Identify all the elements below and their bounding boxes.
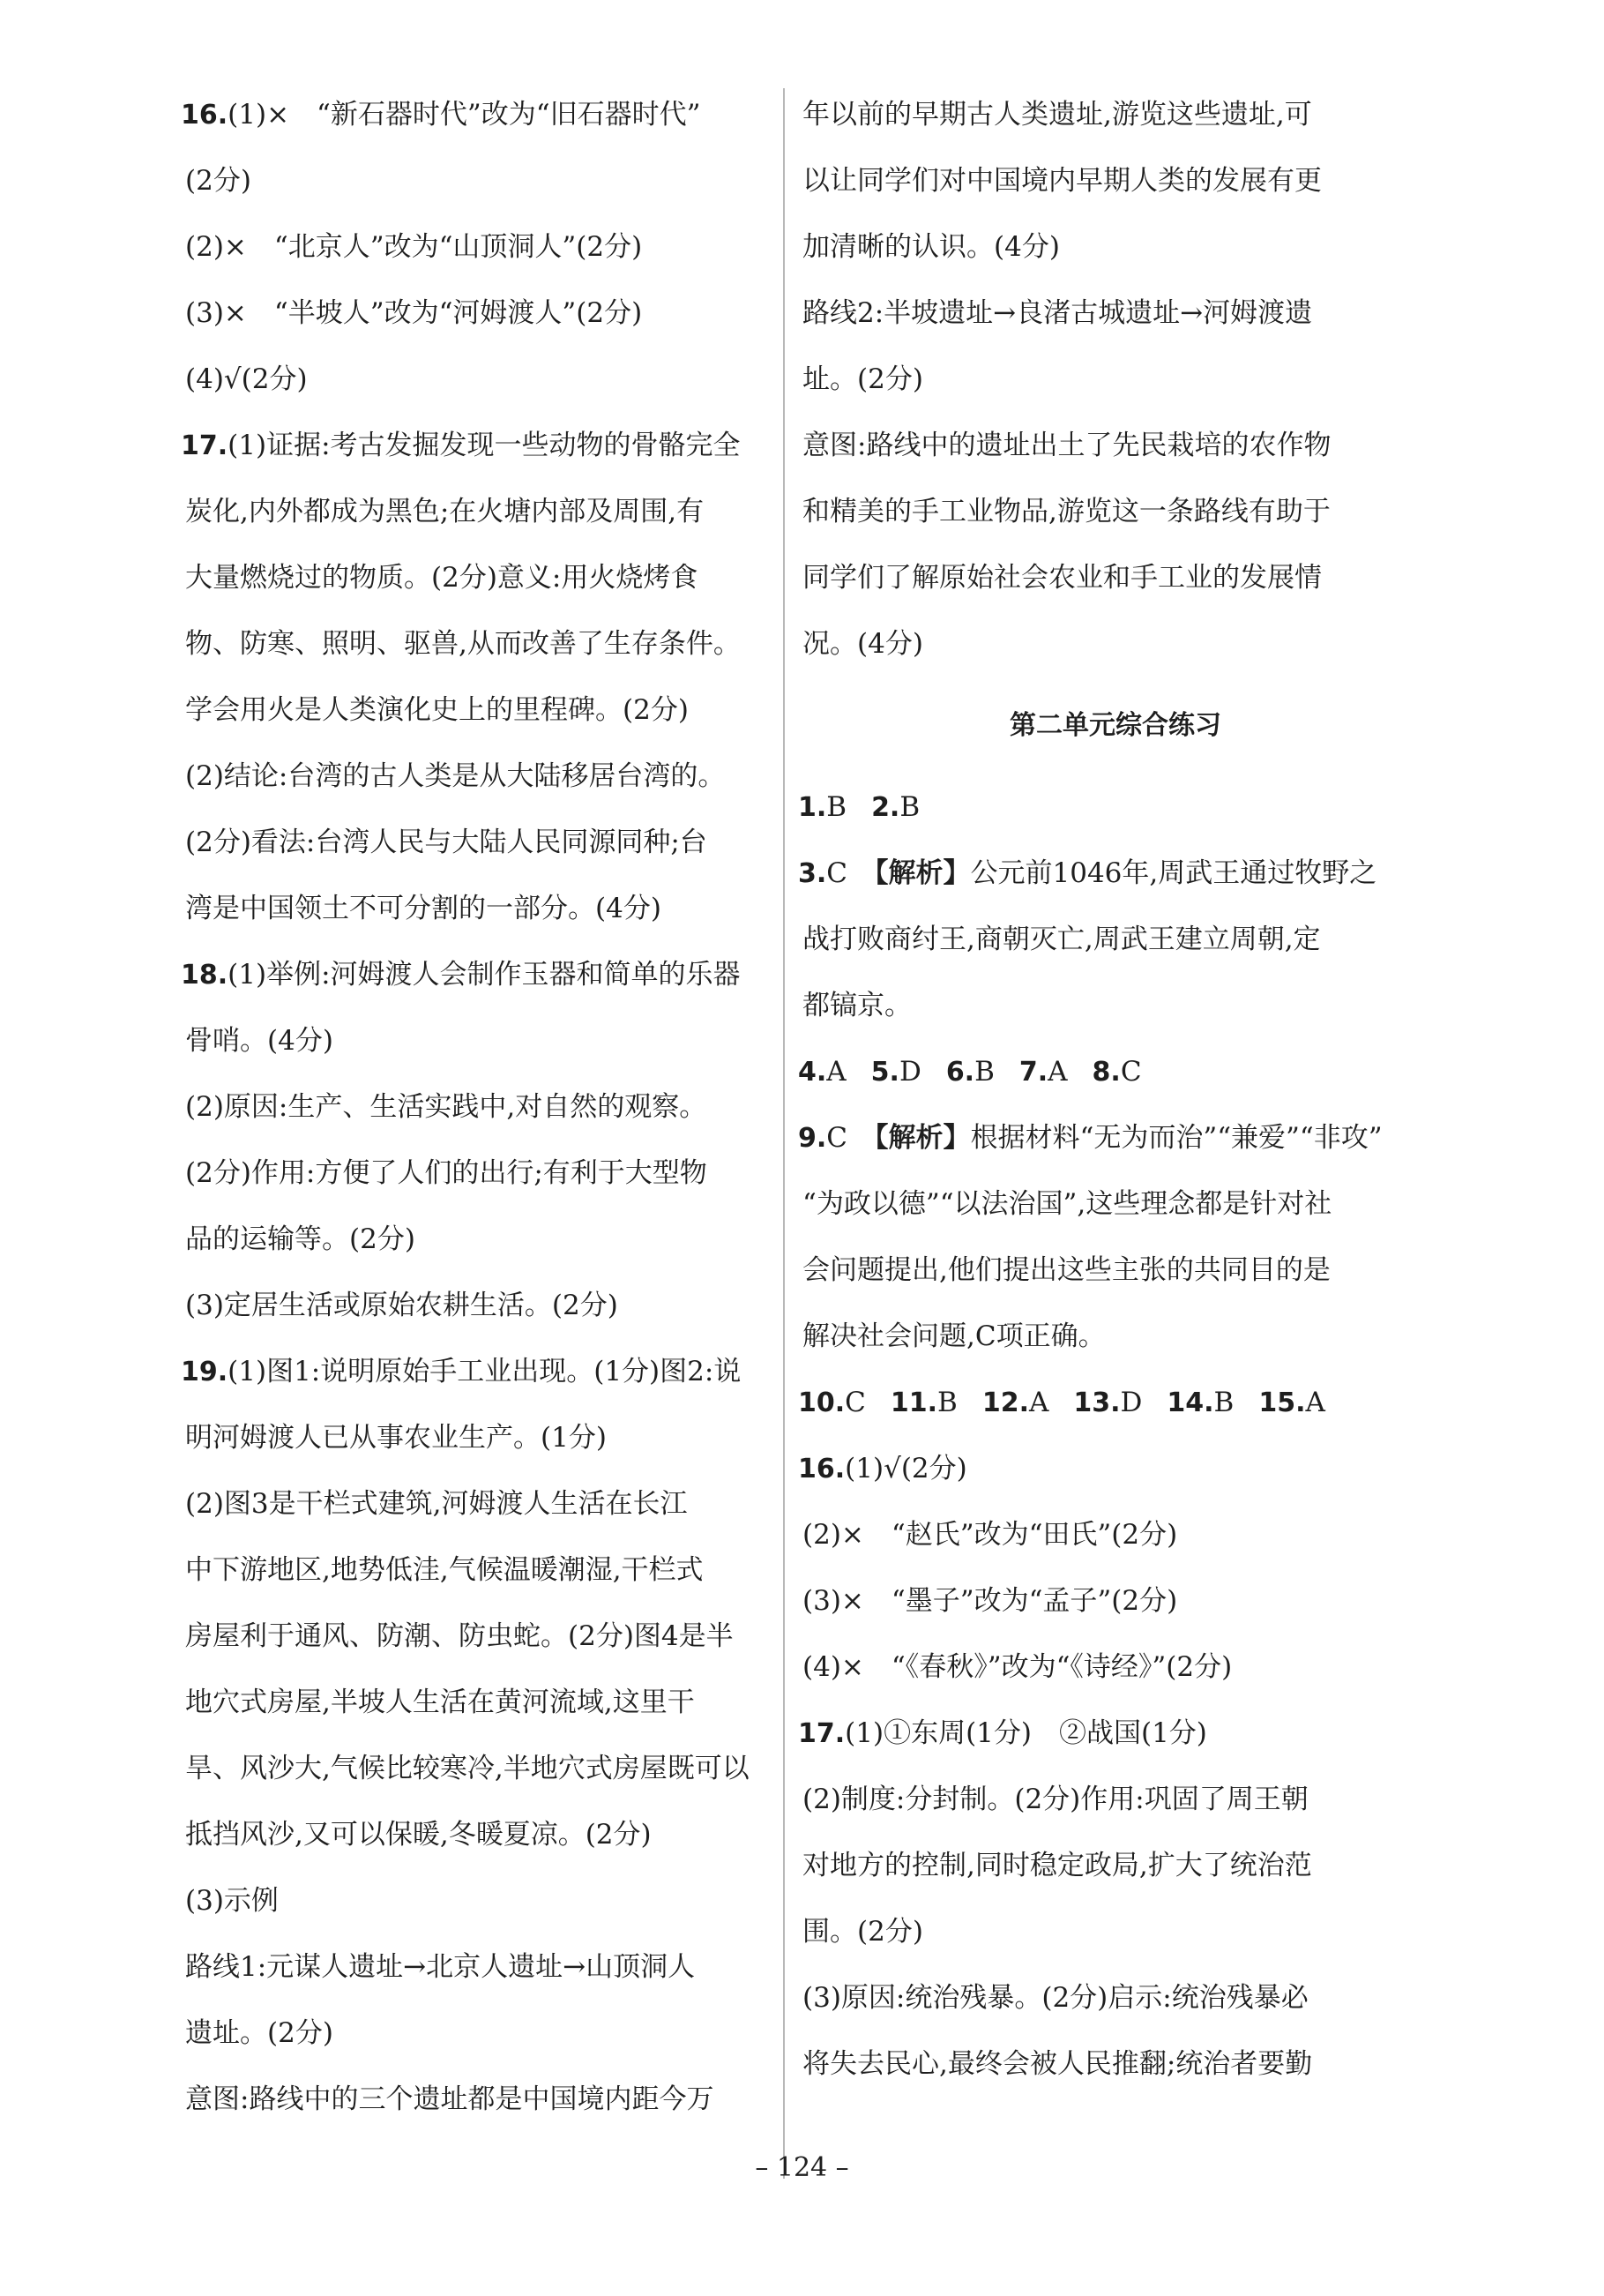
question-number: 17. <box>181 430 228 461</box>
q19-line-9: (3)示例 <box>185 1885 279 1917</box>
cont-line-9: 况。(4分) <box>802 628 923 660</box>
question-number: 18. <box>181 960 228 991</box>
q16b-line-1: 16.(1)√(2分) <box>798 1453 967 1485</box>
answers-row-4 <box>798 1039 1433 1105</box>
q17-line-7: (2分)看法:台湾人民与大陆人民同源同种;台 <box>185 826 707 858</box>
q16b-line-3: (3)× “墨子”改为“孟子”(2分) <box>802 1585 1178 1617</box>
right-column <box>798 82 1433 2098</box>
question-number: 16. <box>181 100 228 131</box>
q17-line-1: 17.(1)证据:考古发掘发现一些动物的骨骼完全 <box>181 430 741 461</box>
q17-line-3: 大量燃烧过的物质。(2分)意义:用火烧烤食 <box>185 562 698 594</box>
q18-line-6: (3)定居生活或原始农耕生活。(2分) <box>185 1290 618 1321</box>
q17b-line-5: (3)原因:统治残暴。(2分)启示:统治残暴必 <box>802 1982 1309 2014</box>
analysis-tag: 【解析】 <box>875 857 971 889</box>
section-heading: 第二单元综合练习 <box>1010 710 1221 741</box>
q18-line-1: 18.(1)举例:河姆渡人会制作玉器和简单的乐器 <box>181 959 741 991</box>
q19-line-5: 房屋利于通风、防潮、防虫蛇。(2分)图4是半 <box>185 1620 734 1652</box>
cont-line-2: 以让同学们对中国境内早期人类的发展有更 <box>802 165 1322 197</box>
q17b-line-2: (2)制度:分封制。(2分)作用:巩固了周王朝 <box>802 1784 1309 1815</box>
answer-item: 4.A <box>798 1056 847 1088</box>
q17-line-8: 湾是中国领土不可分割的一部分。(4分) <box>185 893 661 924</box>
q19-line-3: (2)图3是干栏式建筑,河姆渡人生活在长江 <box>185 1488 688 1520</box>
q16-line-2: (2分) <box>185 165 251 197</box>
answer-item: 5.D <box>870 1056 921 1088</box>
q17-line-6: (2)结论:台湾的古人类是从大陆移居台湾的。 <box>185 760 726 792</box>
q19-line-4: 中下游地区,地势低洼,气候温暖潮湿,干栏式 <box>185 1554 704 1586</box>
cont-line-3: 加清晰的认识。(4分) <box>802 231 1060 263</box>
q18-line-3: (2)原因:生产、生活实践中,对自然的观察。 <box>185 1091 707 1123</box>
question-number: 3. <box>798 858 827 889</box>
q3-line-2: 战打败商纣王,商朝灭亡,周武王建立周朝,定 <box>802 924 1321 955</box>
q19-line-1: 19.(1)图1:说明原始手工业出现。(1分)图2:说 <box>181 1356 742 1387</box>
answer-item: 2.B <box>871 791 921 823</box>
q16-line-5: (4)√(2分) <box>185 363 308 395</box>
q17b-line-3: 对地方的控制,同时稳定政局,扩大了统治范 <box>802 1850 1312 1881</box>
q17-line-2: 炭化,内外都成为黑色;在火塘内部及周围,有 <box>185 496 705 527</box>
q3-line-3: 都镐京。 <box>802 990 912 1021</box>
q19-line-12: 意图:路线中的三个遗址都是中国境内距今万 <box>185 2083 714 2115</box>
question-number: 16. <box>798 1454 846 1485</box>
q17b-line-1: 17.(1)①东周(1分) ②战国(1分) <box>798 1717 1207 1749</box>
left-column <box>181 82 770 2133</box>
q19-line-7: 旱、风沙大,气候比较寒冷,半地穴式房屋既可以 <box>185 1753 750 1784</box>
cont-line-7: 和精美的手工业物品,游览这一条路线有助于 <box>802 496 1331 527</box>
q9-line-2: “为政以德”“以法治国”,这些理念都是针对社 <box>802 1188 1332 1220</box>
answer-item: 10.C <box>798 1387 866 1418</box>
q18-line-5: 品的运输等。(2分) <box>185 1223 415 1255</box>
q16-line-3: (2)× “北京人”改为“山顶洞人”(2分) <box>185 231 643 263</box>
answers-row-10 <box>798 1370 1433 1436</box>
question-number: 9. <box>798 1123 827 1154</box>
q17b-line-4: 围。(2分) <box>802 1916 923 1948</box>
q19-line-10: 路线1:元谋人遗址→北京人遗址→山顶洞人 <box>185 1951 696 1983</box>
answer-item: 15.A <box>1258 1387 1325 1418</box>
question-number: 19. <box>181 1357 228 1387</box>
column-divider <box>783 88 785 2179</box>
q16-line-4: (3)× “半坡人”改为“河姆渡人”(2分) <box>185 297 643 329</box>
q17-line-4: 物、防寒、照明、驱兽,从而改善了生存条件。 <box>185 628 741 660</box>
cont-line-5: 址。(2分) <box>802 363 923 395</box>
answer-item: 13.D <box>1073 1387 1143 1418</box>
q17-line-5: 学会用火是人类演化史上的里程碑。(2分) <box>185 694 689 726</box>
cont-line-4: 路线2:半坡遗址→良渚古城遗址→河姆渡遗 <box>802 297 1313 329</box>
q18-line-2: 骨哨。(4分) <box>185 1025 333 1057</box>
q9-line-4: 解决社会问题,C项正确。 <box>802 1320 1106 1352</box>
answer-item: 6.B <box>945 1056 995 1088</box>
q19-line-11: 遗址。(2分) <box>185 2017 333 2049</box>
answer-item: 7.A <box>1018 1056 1068 1088</box>
q19-line-8: 抵挡风沙,又可以保暖,冬暖夏凉。(2分) <box>185 1819 652 1851</box>
answer-item: 8.C <box>1092 1056 1142 1088</box>
answer-item: 12.A <box>981 1387 1049 1418</box>
question-number: 17. <box>798 1718 846 1749</box>
answers-row-1 <box>798 774 1433 841</box>
q9-line-1: 9.C 【解析】根据材料“无为而治”“兼爱”“非攻” <box>798 1122 1383 1154</box>
q16b-line-4: (4)× “《春秋》”改为“《诗经》”(2分) <box>802 1651 1233 1683</box>
analysis-tag: 【解析】 <box>875 1122 971 1154</box>
page-number: – 124 – <box>755 2152 849 2183</box>
q16b-line-2: (2)× “赵氏”改为“田氏”(2分) <box>802 1519 1178 1551</box>
answer-item: 14.B <box>1167 1387 1235 1418</box>
answer-item: 11.B <box>890 1387 958 1418</box>
cont-line-6: 意图:路线中的遗址出土了先民栽培的农作物 <box>802 430 1332 461</box>
q18-line-4: (2分)作用:方便了人们的出行;有利于大型物 <box>185 1157 707 1189</box>
q9-line-3: 会问题提出,他们提出这些主张的共同目的是 <box>802 1254 1331 1286</box>
cont-line-1: 年以前的早期古人类遗址,游览这些遗址,可 <box>802 99 1312 131</box>
q16-line-1: 16.(1)× “新石器时代”改为“旧石器时代” <box>181 99 701 131</box>
answer-item: 1.B <box>798 791 847 823</box>
cont-line-8: 同学们了解原始社会农业和手工业的发展情 <box>802 562 1322 594</box>
q17b-line-6: 将失去民心,最终会被人民推翻;统治者要勤 <box>802 2048 1313 2080</box>
q3-line-1: 3.C 【解析】公元前1046年,周武王通过牧野之 <box>798 857 1377 889</box>
q19-line-6: 地穴式房屋,半坡人生活在黄河流域,这里干 <box>185 1686 695 1718</box>
q19-line-2: 明河姆渡人已从事农业生产。(1分) <box>185 1422 607 1454</box>
